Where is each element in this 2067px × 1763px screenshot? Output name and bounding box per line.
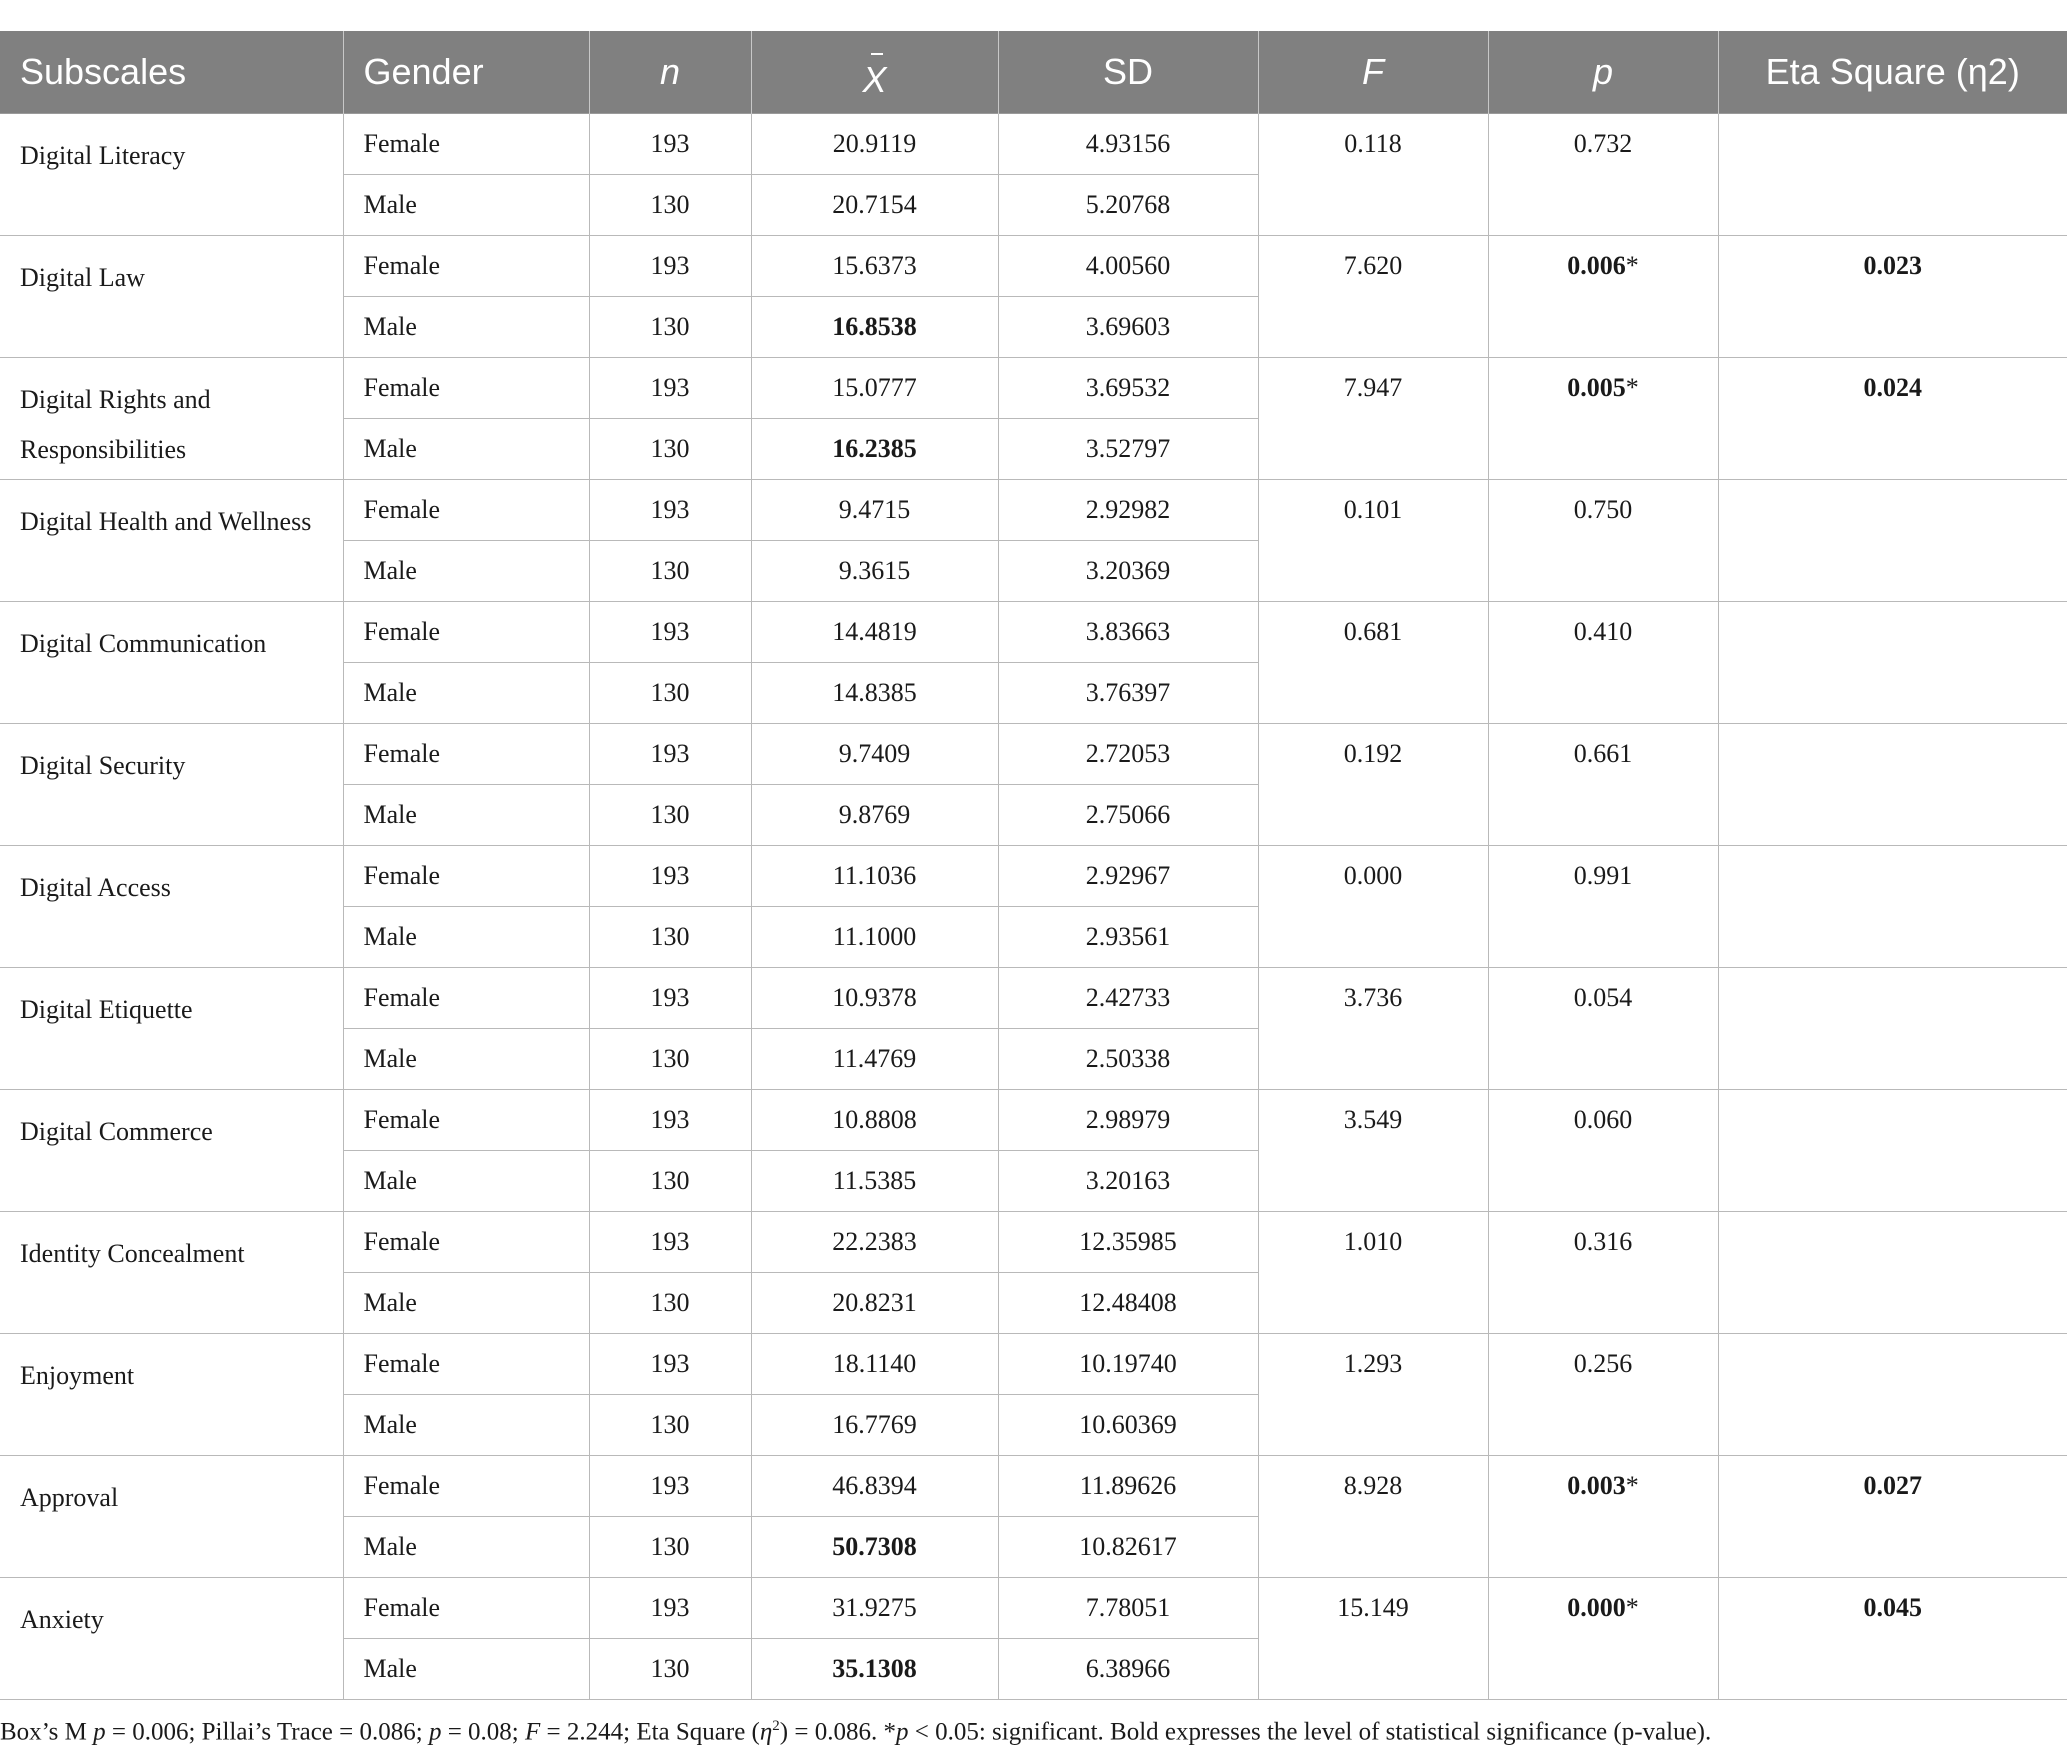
col-header-eta: Eta Square (η2) — [1718, 31, 2067, 114]
sd-cell: 5.20768 — [998, 175, 1258, 236]
p-value: 0.732 — [1573, 129, 1633, 158]
p-cell — [1488, 1090, 1718, 1212]
eta-cell: 0.023 — [1718, 236, 2067, 358]
significance-marker: * — [1625, 373, 1639, 402]
n-cell: 130 — [589, 1517, 751, 1578]
gender-cell: Male — [343, 785, 589, 846]
subscale-cell: Enjoyment — [0, 1334, 343, 1456]
sd-cell: 7.78051 — [998, 1578, 1258, 1639]
sd-cell: 4.00560 — [998, 236, 1258, 297]
eta-cell — [1718, 846, 2067, 968]
gender-cell: Male — [343, 1395, 589, 1456]
sd-cell: 3.69532 — [998, 358, 1258, 419]
n-cell: 130 — [589, 1029, 751, 1090]
sd-cell: 2.75066 — [998, 785, 1258, 846]
gender-cell: Female — [343, 1090, 589, 1151]
table-row — [0, 358, 2067, 419]
footnote-p: p — [428, 1718, 442, 1746]
p-value: 0.661 — [1573, 739, 1633, 768]
gender-cell: Female — [343, 1456, 589, 1517]
mean-cell: 11.1000 — [751, 907, 998, 968]
col-header-subscales: Subscales — [0, 31, 343, 114]
col-header-n: n — [589, 31, 751, 114]
mean-cell: 31.9275 — [751, 1578, 998, 1639]
footnote-boxm-p: p — [93, 1718, 106, 1746]
gender-cell: Female — [343, 1578, 589, 1639]
gender-cell: Male — [343, 1639, 589, 1700]
mean-cell: 22.2383 — [751, 1212, 998, 1273]
subscale-cell: Digital Security — [0, 724, 343, 846]
f-cell: 7.947 — [1258, 358, 1488, 480]
sd-cell: 3.83663 — [998, 602, 1258, 663]
p-cell — [1488, 236, 1718, 358]
sd-cell: 4.93156 — [998, 114, 1258, 175]
sd-cell: 12.35985 — [998, 1212, 1258, 1273]
mean-cell: 46.8394 — [751, 1456, 998, 1517]
n-cell: 193 — [589, 1212, 751, 1273]
table-footnote — [0, 1718, 1711, 1746]
sd-cell: 2.93561 — [998, 907, 1258, 968]
footnote-eta-value: ) = 0.086. * — [779, 1718, 896, 1746]
footnote-boxm-label: Box’s M — [0, 1718, 94, 1746]
p-value: 0.054 — [1573, 983, 1633, 1012]
subscale-cell: Digital Health and Wellness — [0, 480, 343, 602]
eta-cell — [1718, 602, 2067, 724]
n-cell: 193 — [589, 1334, 751, 1395]
table-row — [0, 1090, 2067, 1151]
sd-cell: 3.76397 — [998, 663, 1258, 724]
n-cell: 130 — [589, 1639, 751, 1700]
gender-cell: Female — [343, 358, 589, 419]
mean-cell: 18.1140 — [751, 1334, 998, 1395]
f-cell: 7.620 — [1258, 236, 1488, 358]
n-cell: 130 — [589, 907, 751, 968]
n-cell: 130 — [589, 419, 751, 480]
p-value: 0.410 — [1573, 617, 1633, 646]
f-cell: 0.681 — [1258, 602, 1488, 724]
n-cell: 130 — [589, 785, 751, 846]
p-cell — [1488, 480, 1718, 602]
f-cell: 3.736 — [1258, 968, 1488, 1090]
p-cell — [1488, 1334, 1718, 1456]
col-header-f: F — [1258, 31, 1488, 114]
sd-cell: 6.38966 — [998, 1639, 1258, 1700]
gender-cell: Female — [343, 724, 589, 785]
mean-cell: 14.8385 — [751, 663, 998, 724]
p-value: 0.003 — [1567, 1471, 1626, 1500]
p-value: 0.060 — [1573, 1105, 1633, 1134]
subscale-cell: Digital Etiquette — [0, 968, 343, 1090]
p-cell — [1488, 724, 1718, 846]
n-cell: 193 — [589, 968, 751, 1029]
footnote-eta-sup: 2 — [772, 1718, 780, 1734]
sd-cell: 2.92982 — [998, 480, 1258, 541]
eta-cell — [1718, 1090, 2067, 1212]
sd-cell: 2.98979 — [998, 1090, 1258, 1151]
f-cell: 15.149 — [1258, 1578, 1488, 1700]
p-cell — [1488, 1578, 1718, 1700]
gender-cell: Female — [343, 480, 589, 541]
table-row — [0, 480, 2067, 541]
n-cell: 130 — [589, 175, 751, 236]
f-cell: 3.549 — [1258, 1090, 1488, 1212]
subscale-cell: Digital Communication — [0, 602, 343, 724]
subscale-cell: Digital Access — [0, 846, 343, 968]
gender-cell: Female — [343, 968, 589, 1029]
footnote-eta: η — [759, 1718, 773, 1746]
mean-cell: 20.7154 — [751, 175, 998, 236]
gender-cell: Male — [343, 1273, 589, 1334]
gender-cell: Male — [343, 1517, 589, 1578]
table-row — [0, 602, 2067, 663]
table-row — [0, 1578, 2067, 1639]
mean-cell: 16.7769 — [751, 1395, 998, 1456]
gender-cell: Male — [343, 907, 589, 968]
mean-cell: 9.3615 — [751, 541, 998, 602]
f-cell: 0.192 — [1258, 724, 1488, 846]
footnote-p-value: = 0.08; — [441, 1718, 525, 1746]
table-row — [0, 114, 2067, 175]
sd-cell: 12.48408 — [998, 1273, 1258, 1334]
sd-cell: 2.50338 — [998, 1029, 1258, 1090]
mean-cell: 10.9378 — [751, 968, 998, 1029]
p-cell — [1488, 358, 1718, 480]
mean-cell: 9.4715 — [751, 480, 998, 541]
footnote-boxm-value: = 0.006; Pillai’s Trace = 0.086; — [105, 1718, 429, 1746]
mean-cell: 11.1036 — [751, 846, 998, 907]
sd-cell: 10.82617 — [998, 1517, 1258, 1578]
footnote-sig-p: p — [895, 1718, 909, 1746]
sd-cell: 11.89626 — [998, 1456, 1258, 1517]
sd-cell: 2.42733 — [998, 968, 1258, 1029]
eta-cell — [1718, 1212, 2067, 1334]
p-cell — [1488, 1456, 1718, 1578]
footnote-tail: < 0.05: significant. Bold expresses the level of statistical significance (p-value). — [908, 1718, 1712, 1746]
table-row — [0, 1212, 2067, 1273]
mean-cell: 16.2385 — [751, 419, 998, 480]
gender-cell: Male — [343, 419, 589, 480]
gender-cell: Female — [343, 1334, 589, 1395]
n-cell: 130 — [589, 1151, 751, 1212]
significance-marker: * — [1625, 1593, 1639, 1622]
n-cell: 193 — [589, 480, 751, 541]
subscale-cell: Digital Commerce — [0, 1090, 343, 1212]
eta-cell: 0.045 — [1718, 1578, 2067, 1700]
f-cell: 1.293 — [1258, 1334, 1488, 1456]
table-row — [0, 1456, 2067, 1517]
mean-cell: 15.0777 — [751, 358, 998, 419]
p-value: 0.005 — [1567, 373, 1626, 402]
gender-cell: Male — [343, 1029, 589, 1090]
footnote-f-value: = 2.244; Eta Square ( — [540, 1718, 760, 1746]
gender-cell: Female — [343, 602, 589, 663]
subscale-cell: Identity Concealment — [0, 1212, 343, 1334]
gender-cell: Female — [343, 114, 589, 175]
table-row — [0, 236, 2067, 297]
eta-cell: 0.027 — [1718, 1456, 2067, 1578]
sd-cell: 2.92967 — [998, 846, 1258, 907]
p-cell — [1488, 968, 1718, 1090]
significance-marker: * — [1625, 1471, 1639, 1500]
n-cell: 193 — [589, 1090, 751, 1151]
table-row — [0, 846, 2067, 907]
n-cell: 193 — [589, 114, 751, 175]
footnote-f: F — [525, 1718, 541, 1746]
n-cell: 130 — [589, 541, 751, 602]
n-cell: 193 — [589, 1578, 751, 1639]
gender-cell: Male — [343, 541, 589, 602]
f-cell: 8.928 — [1258, 1456, 1488, 1578]
eta-cell — [1718, 1334, 2067, 1456]
mean-cell: 9.8769 — [751, 785, 998, 846]
col-header-p: p — [1488, 31, 1718, 114]
p-cell — [1488, 602, 1718, 724]
eta-cell — [1718, 114, 2067, 236]
n-cell: 193 — [589, 602, 751, 663]
sd-cell: 3.52797 — [998, 419, 1258, 480]
eta-cell — [1718, 724, 2067, 846]
mean-cell: 10.8808 — [751, 1090, 998, 1151]
f-cell: 0.118 — [1258, 114, 1488, 236]
eta-cell: 0.024 — [1718, 358, 2067, 480]
col-header-sd: SD — [998, 31, 1258, 114]
gender-cell: Female — [343, 1212, 589, 1273]
n-cell: 193 — [589, 1456, 751, 1517]
header-row — [0, 31, 2067, 114]
mean-cell: 14.4819 — [751, 602, 998, 663]
mean-cell: 20.9119 — [751, 114, 998, 175]
sd-cell: 2.72053 — [998, 724, 1258, 785]
n-cell: 193 — [589, 846, 751, 907]
gender-cell: Male — [343, 297, 589, 358]
table-row — [0, 1334, 2067, 1395]
col-header-mean — [751, 31, 998, 114]
n-cell: 193 — [589, 724, 751, 785]
p-cell — [1488, 846, 1718, 968]
f-cell: 0.000 — [1258, 846, 1488, 968]
subscale-cell: Digital Literacy — [0, 114, 343, 236]
n-cell: 130 — [589, 663, 751, 724]
n-cell: 193 — [589, 236, 751, 297]
subscale-cell: Digital Law — [0, 236, 343, 358]
mean-cell: 15.6373 — [751, 236, 998, 297]
sd-cell: 10.60369 — [998, 1395, 1258, 1456]
subscale-cell: Digital Rights and Responsibilities — [0, 358, 343, 480]
gender-cell: Female — [343, 846, 589, 907]
p-value: 0.750 — [1573, 495, 1633, 524]
table-row — [0, 724, 2067, 785]
p-cell — [1488, 1212, 1718, 1334]
sd-cell: 3.69603 — [998, 297, 1258, 358]
p-value: 0.006 — [1567, 251, 1626, 280]
sd-cell: 10.19740 — [998, 1334, 1258, 1395]
mean-symbol: X — [862, 59, 887, 100]
results-table — [0, 31, 2067, 1700]
eta-cell — [1718, 480, 2067, 602]
mean-cell: 9.7409 — [751, 724, 998, 785]
subscale-cell: Approval — [0, 1456, 343, 1578]
n-cell: 130 — [589, 1273, 751, 1334]
sd-cell: 3.20369 — [998, 541, 1258, 602]
gender-cell: Male — [343, 1151, 589, 1212]
mean-cell: 50.7308 — [751, 1517, 998, 1578]
f-cell: 0.101 — [1258, 480, 1488, 602]
subscale-cell: Anxiety — [0, 1578, 343, 1700]
mean-cell: 16.8538 — [751, 297, 998, 358]
eta-cell — [1718, 968, 2067, 1090]
sd-cell: 3.20163 — [998, 1151, 1258, 1212]
mean-cell: 20.8231 — [751, 1273, 998, 1334]
col-header-gender: Gender — [343, 31, 589, 114]
n-cell: 193 — [589, 358, 751, 419]
mean-cell: 35.1308 — [751, 1639, 998, 1700]
p-value: 0.316 — [1573, 1227, 1633, 1256]
mean-cell: 11.4769 — [751, 1029, 998, 1090]
p-value: 0.991 — [1573, 861, 1633, 890]
table-body — [0, 114, 2067, 1700]
p-value: 0.000 — [1567, 1593, 1626, 1622]
gender-cell: Female — [343, 236, 589, 297]
f-cell: 1.010 — [1258, 1212, 1488, 1334]
gender-cell: Male — [343, 663, 589, 724]
p-value: 0.256 — [1573, 1349, 1633, 1378]
mean-cell: 11.5385 — [751, 1151, 998, 1212]
p-cell — [1488, 114, 1718, 236]
n-cell: 130 — [589, 1395, 751, 1456]
n-cell: 130 — [589, 297, 751, 358]
table-row — [0, 968, 2067, 1029]
gender-cell: Male — [343, 175, 589, 236]
significance-marker: * — [1625, 251, 1639, 280]
